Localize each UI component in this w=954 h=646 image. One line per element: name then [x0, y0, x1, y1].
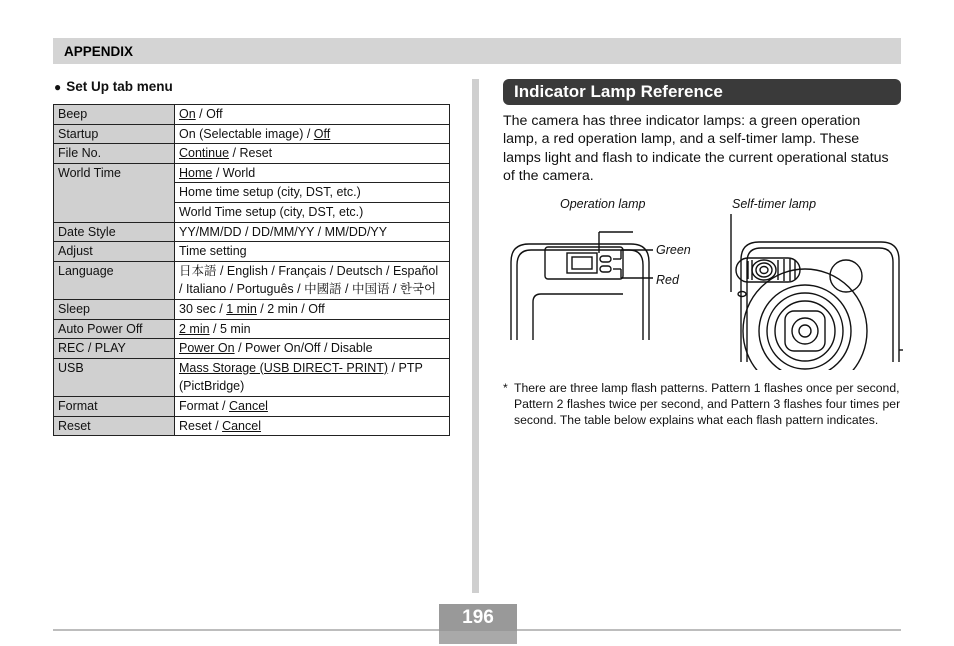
setting-name: USB — [54, 358, 175, 396]
setting-options — [175, 222, 450, 242]
setting-options — [175, 163, 450, 183]
setting-name: Beep — [54, 105, 175, 125]
option-text: Home time setup (city, DST, etc.) — [179, 185, 361, 200]
option-text: / Reset — [229, 146, 273, 161]
setting-options — [175, 124, 450, 144]
option-text: 日本語 / English / Français / Deutsch / Español / Italiano / Português / 中國語 / 中国语 / 한국어 — [179, 263, 439, 297]
option-text: Format / — [179, 398, 230, 413]
setup-menu-title-text: Set Up tab menu — [66, 79, 173, 94]
table-row — [54, 163, 450, 183]
setting-options — [175, 183, 450, 203]
default-option: On — [179, 107, 196, 121]
setting-options — [175, 339, 450, 359]
table-row — [54, 261, 450, 299]
default-option: Cancel — [222, 418, 261, 433]
default-option: Power On — [179, 341, 235, 356]
setting-name: Date Style — [54, 222, 175, 242]
red-label: Red — [656, 273, 679, 287]
setting-name: Format — [54, 396, 175, 416]
default-option: 2 min — [179, 321, 210, 336]
option-text: / World — [212, 165, 256, 180]
option-text: YY/MM/DD / DD/MM/YY / MM/DD/YY — [179, 224, 388, 239]
setting-options — [175, 299, 450, 319]
default-option: Cancel — [229, 398, 268, 413]
table-row — [54, 299, 450, 319]
header-bar — [53, 38, 901, 64]
column-divider — [472, 79, 479, 593]
setting-name: Auto Power Off — [54, 319, 175, 339]
indicator-heading: Indicator Lamp Reference — [514, 82, 723, 101]
table-row — [54, 416, 450, 436]
default-option: Continue — [179, 146, 230, 161]
page-number-box — [439, 604, 517, 644]
camera-back-illustration — [511, 232, 653, 340]
setting-name: Language — [54, 261, 175, 299]
setting-options — [175, 242, 450, 262]
section-label: APPENDIX — [64, 44, 134, 59]
option-text: / PTP (PictBridge) — [179, 360, 423, 394]
page-number-tab — [439, 631, 517, 644]
option-text: On (Selectable image) / — [179, 126, 314, 141]
footnote-text: There are three lamp flash patterns. Pattern 1 flashes once per second, Pattern 2 flashes twice per second, and Pattern 3 flashes four times per second. The table below explains what each flash pattern indicates. — [514, 381, 901, 427]
setting-options — [175, 105, 450, 125]
indicator-intro: The camera has three indicator lamps: a green operation lamp, a red operation lamp, and a self-timer lamp. These lamps light and flash to indicate the current operational status of the camera. — [503, 113, 889, 184]
setting-name: Reset — [54, 416, 175, 436]
setting-name: Startup — [54, 124, 175, 144]
operation-lamp-label: Operation lamp — [560, 197, 646, 211]
green-label: Green — [656, 243, 691, 257]
option-text: / 5 min — [209, 321, 251, 336]
setting-options — [175, 396, 450, 416]
table-row — [54, 358, 450, 396]
option-text: / Power On/Off / Disable — [234, 341, 373, 356]
option-text: / Off — [195, 107, 223, 121]
default-option: Home — [179, 165, 213, 180]
setting-options — [175, 261, 450, 299]
bullet-icon: ● — [54, 80, 62, 94]
indicator-heading-bar — [503, 79, 901, 105]
setup-menu-title — [54, 79, 173, 94]
setting-options — [175, 416, 450, 436]
table-row — [54, 396, 450, 416]
table-row — [54, 124, 450, 144]
setting-name: File No. — [54, 144, 175, 164]
option-text: Time setting — [179, 244, 247, 259]
setting-options — [175, 144, 450, 164]
page-number: 196 — [439, 604, 517, 631]
setup-menu-table — [53, 104, 450, 436]
table-row — [54, 319, 450, 339]
option-text: / 2 min / Off — [256, 301, 325, 316]
setting-options — [175, 358, 450, 396]
table-row — [54, 222, 450, 242]
setting-name: Sleep — [54, 299, 175, 319]
setting-name: World Time — [54, 163, 175, 222]
self-timer-lamp-label: Self-timer lamp — [732, 197, 817, 211]
default-option: Off — [313, 126, 331, 141]
default-option: 1 min — [226, 301, 257, 316]
setting-options — [175, 319, 450, 339]
footnote — [503, 381, 903, 428]
table-row — [54, 242, 450, 262]
setting-options — [175, 202, 450, 222]
option-text: World Time setup (city, DST, etc.) — [179, 204, 364, 219]
setting-name: REC / PLAY — [54, 339, 175, 359]
table-row — [54, 105, 450, 125]
table-row — [54, 144, 450, 164]
default-option: Mass Storage (USB DIRECT- PRINT) — [179, 360, 389, 375]
footnote-mark: * — [503, 381, 508, 395]
camera-front-illustration — [731, 214, 903, 370]
setting-name: Adjust — [54, 242, 175, 262]
camera-lamp-diagram — [503, 190, 903, 370]
option-text: 30 sec / — [179, 301, 227, 316]
table-row — [54, 339, 450, 359]
option-text: Reset / — [179, 418, 223, 433]
